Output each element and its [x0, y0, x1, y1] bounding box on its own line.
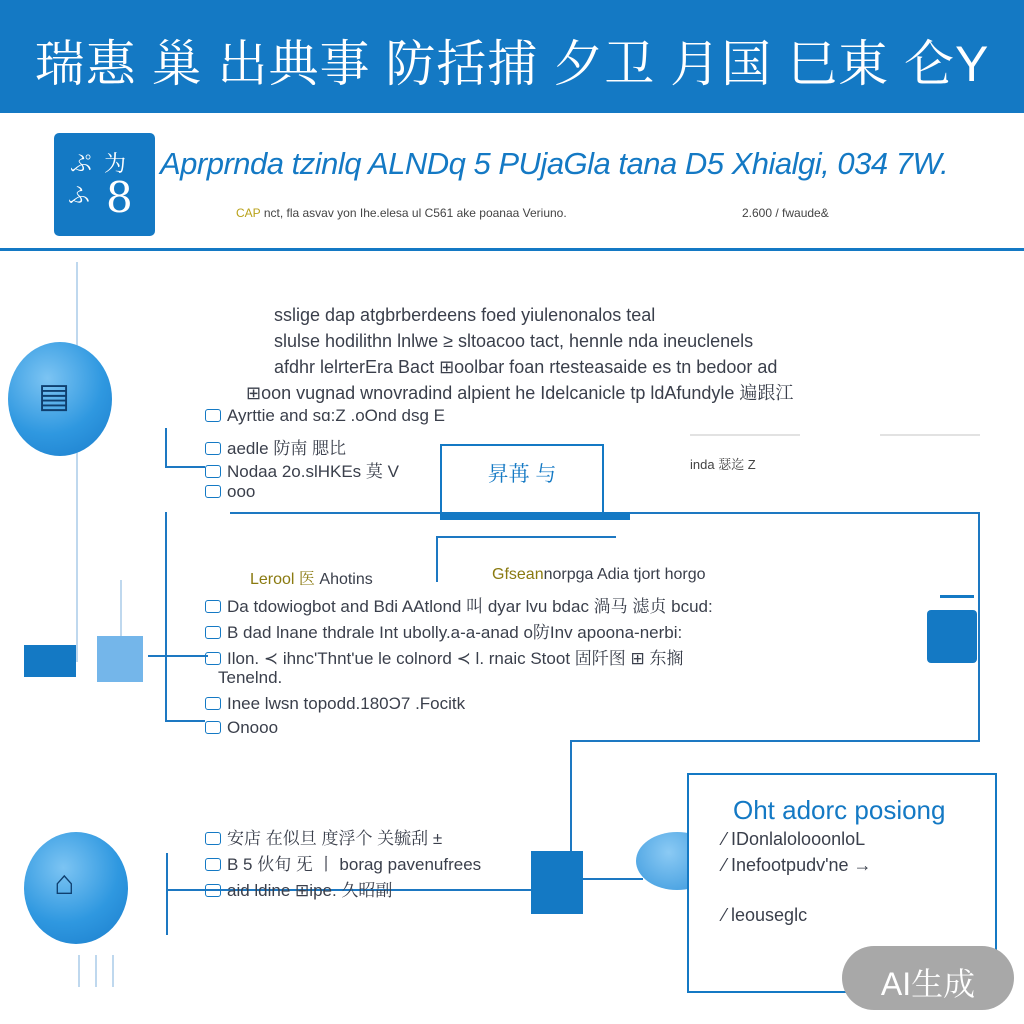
badge-text: AI生成: [880, 966, 976, 1002]
connector-line: [165, 466, 205, 468]
section-heading-left: Lerool 医 Ahotins: [250, 571, 373, 588]
divider: [880, 434, 980, 436]
meta-left-highlight: CAP: [236, 206, 261, 220]
meta-right: 2.600 / fwaude&: [742, 206, 829, 220]
list-item: aid ldine ⊞ipe. 久昭副: [205, 876, 392, 901]
center-node: [440, 444, 604, 516]
bullet-icon: [205, 858, 221, 871]
bullet-icon: [205, 884, 221, 897]
intro-line: sslige dap atgbrberdeens foed yiulenonalos teal: [274, 305, 656, 325]
logo-glyph: 为: [104, 151, 127, 176]
intro-line: ⊞oon vugnad wnovradind alpient he Idelcanicle tp ldAfundyle 遍跟江: [246, 383, 794, 403]
node-block: [927, 610, 977, 663]
panel-item: ⁄ Inefootpudv'ne →: [723, 855, 872, 875]
connector-line: [166, 853, 168, 935]
bullet-icon: [205, 465, 221, 478]
center-node-bar: [440, 512, 630, 520]
list-item: Inee lwsn topodd.180Ɔ7 .Focitk: [205, 694, 465, 714]
panel-title: Oht adorc posiong: [733, 795, 946, 825]
connector-line: [165, 512, 167, 722]
section-heading-right: Gfseannorpga Adia tjort horgo: [492, 566, 706, 583]
list-item: Ilon. ≺ ihnc'Thnt'ue le colnord ≺ l. rnaic Stoot 固阡图 ⊞ 东搁: [205, 644, 683, 669]
bullet-icon: [205, 626, 221, 639]
bullet-icon: [205, 832, 221, 845]
connector-line: [76, 262, 78, 662]
logo-glyph: ふ: [68, 183, 91, 208]
list-item: Tenelnd.: [218, 668, 283, 687]
connector-line: [148, 655, 208, 657]
bullet-icon: [205, 409, 221, 422]
node-block: [97, 636, 143, 682]
document-icon: ▤: [8, 342, 112, 456]
connector-line: [583, 878, 643, 880]
connector-line: [436, 536, 616, 538]
panel-item: ⁄ leouseglc: [723, 905, 808, 925]
bullet-icon: [205, 600, 221, 613]
connector-line: [112, 955, 114, 987]
logo-glyph: 8: [106, 173, 133, 222]
bullet-icon: [205, 721, 221, 734]
connector-line: [95, 955, 97, 987]
list-item: B dad lnane thdrale Int ubolly.a-a-anad o防Inv apoona-nerbi:: [205, 618, 682, 643]
intro-line: slulse hodilithn lnlwe ≥ sltoacoo tact, hennle nda ineuclenels: [274, 331, 754, 351]
connector-line: [165, 428, 167, 468]
connector-line: [570, 740, 980, 742]
list-item: Onooo: [205, 718, 278, 738]
list-item: B 5 伙旬 旡 丨 borag pavenufrees: [205, 850, 481, 875]
list-item: Da tdowiogbot and Bdi AAtlond 叫 dyar lvu bdac 渦马 滤贞 bcud:: [205, 592, 713, 617]
meta-left-text: nct, fla asvav yon Ihe.elesa ul C561 ake poanaa Veriuno.: [263, 206, 567, 220]
robot-icon: ⌂: [24, 832, 128, 944]
header-banner: [0, 0, 1024, 113]
list-item: ooo: [205, 482, 255, 502]
bullet-icon: [205, 442, 221, 455]
node-block: [531, 851, 583, 914]
list-item: 安店 在似旦 度浮个 关毓刮 ±: [205, 824, 442, 849]
connector-line: [120, 580, 122, 640]
panel-item: ⁄ IDonlalolooonloL: [723, 829, 866, 849]
page-subtitle: Aprprnda tzinlq ALNDq 5 PUjaGla tana D5 Xhialgi, 034 7W.: [160, 146, 949, 181]
list-item: Ayrttie and sɑ:Z .oOnd dsg E: [205, 406, 445, 426]
divider: [690, 434, 800, 436]
connector-line: [570, 742, 572, 852]
list-item: Nodaa 2o.slHKEs 莫 V: [205, 457, 399, 482]
connector-line: [165, 720, 205, 722]
node-block-cap: [940, 595, 974, 598]
connector-line: [78, 955, 80, 987]
list-item: aedle 防南 腮比: [205, 434, 346, 459]
bullet-icon: [205, 697, 221, 710]
bullet-icon: [205, 485, 221, 498]
connector-line: [436, 536, 438, 582]
node-block: [24, 645, 76, 677]
ai-generated-badge: [842, 946, 1014, 1010]
connector-line: [978, 512, 980, 740]
center-side-note: inda 瑟迄 Z: [690, 457, 756, 472]
logo-glyph: ぷ: [70, 151, 93, 176]
banner-title: 瑞惠 巢 出典事 防括捕 夕卫 月国 巳東 仑Y: [34, 36, 990, 92]
logo: [54, 133, 155, 236]
center-node-label: 昇苒 与: [487, 463, 557, 486]
intro-line: afdhr lelrterEra Bact ⊞oolbar foan rtesteasaide es tn bedoor ad: [274, 357, 778, 377]
bullet-icon: [205, 652, 221, 665]
header-divider: [0, 248, 1024, 251]
meta-left: [236, 206, 567, 220]
